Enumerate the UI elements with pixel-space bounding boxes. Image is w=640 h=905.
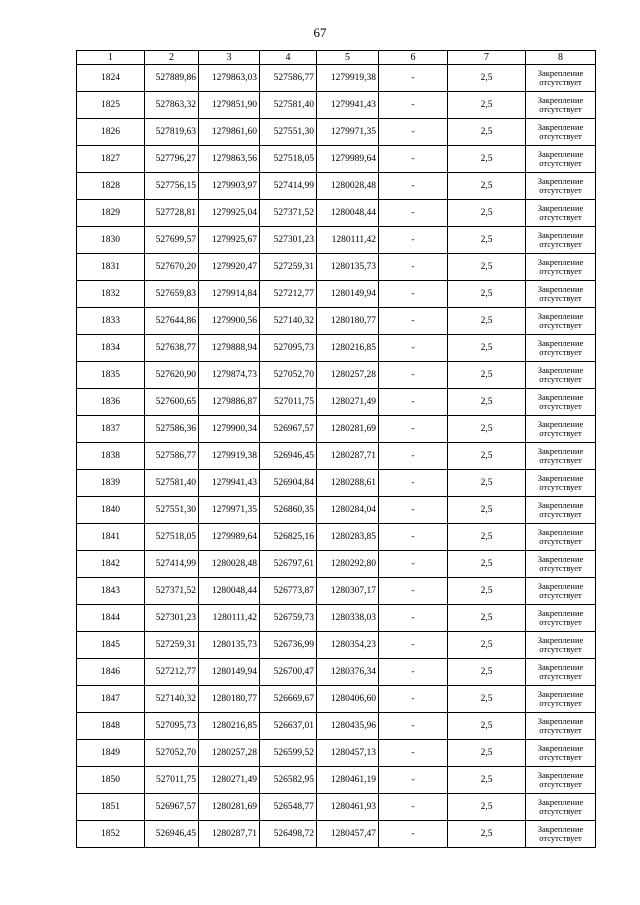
y1-coordinate: 1279900,34: [199, 416, 260, 443]
column-7-value: 2,5: [448, 308, 526, 335]
point-number: 1827: [77, 146, 145, 173]
point-number: 1848: [77, 713, 145, 740]
x1-coordinate: 527699,57: [145, 227, 199, 254]
fixing-note: Закрепление отсутствует: [526, 659, 596, 686]
y2-coordinate: 1280149,94: [317, 281, 379, 308]
x2-coordinate: 527301,23: [260, 227, 317, 254]
x1-coordinate: 527212,77: [145, 659, 199, 686]
x1-coordinate: 527728,81: [145, 200, 199, 227]
x1-coordinate: 527371,52: [145, 578, 199, 605]
table-row: [77, 362, 596, 389]
fixing-note: Закрепление отсутствует: [526, 227, 596, 254]
table-row: [77, 389, 596, 416]
column-7-value: 2,5: [448, 146, 526, 173]
x2-coordinate: 527518,05: [260, 146, 317, 173]
y2-coordinate: 1280048,44: [317, 200, 379, 227]
fixing-note: Закрепление отсутствует: [526, 65, 596, 92]
fixing-note: Закрепление отсутствует: [526, 254, 596, 281]
y1-coordinate: 1279941,43: [199, 470, 260, 497]
column-7-value: 2,5: [448, 524, 526, 551]
x2-coordinate: 526904,84: [260, 470, 317, 497]
point-number: 1845: [77, 632, 145, 659]
y2-coordinate: 1280135,73: [317, 254, 379, 281]
fixing-note: Закрепление отсутствует: [526, 632, 596, 659]
column-6-value: -: [379, 578, 448, 605]
fixing-note: Закрепление отсутствует: [526, 794, 596, 821]
x2-coordinate: 526759,73: [260, 605, 317, 632]
table-row: [77, 497, 596, 524]
column-6-value: -: [379, 389, 448, 416]
point-number: 1828: [77, 173, 145, 200]
table-row: [77, 605, 596, 632]
table-row: [77, 92, 596, 119]
column-6-value: -: [379, 119, 448, 146]
x1-coordinate: 527644,86: [145, 308, 199, 335]
column-7-value: 2,5: [448, 416, 526, 443]
column-header-2: 2: [145, 51, 199, 65]
y2-coordinate: 1280376,34: [317, 659, 379, 686]
page-number: 67: [313, 25, 327, 40]
column-7-value: 2,5: [448, 713, 526, 740]
column-7-value: 2,5: [448, 767, 526, 794]
column-7-value: 2,5: [448, 389, 526, 416]
column-7-value: 2,5: [448, 821, 526, 848]
column-7-value: 2,5: [448, 173, 526, 200]
column-6-value: -: [379, 362, 448, 389]
y1-coordinate: 1280048,44: [199, 578, 260, 605]
table-row: [77, 281, 596, 308]
x1-coordinate: 527659,83: [145, 281, 199, 308]
x1-coordinate: 527581,40: [145, 470, 199, 497]
fixing-note: Закрепление отсутствует: [526, 362, 596, 389]
fixing-note: Закрепление отсутствует: [526, 497, 596, 524]
x2-coordinate: 527581,40: [260, 92, 317, 119]
x2-coordinate: 526669,67: [260, 686, 317, 713]
y2-coordinate: 1279941,43: [317, 92, 379, 119]
y2-coordinate: 1280292,80: [317, 551, 379, 578]
column-6-value: -: [379, 659, 448, 686]
column-6-value: -: [379, 524, 448, 551]
fixing-note: Закрепление отсутствует: [526, 335, 596, 362]
column-7-value: 2,5: [448, 335, 526, 362]
column-6-value: -: [379, 551, 448, 578]
y1-coordinate: 1280287,71: [199, 821, 260, 848]
x1-coordinate: 527095,73: [145, 713, 199, 740]
y2-coordinate: 1280435,96: [317, 713, 379, 740]
y1-coordinate: 1280028,48: [199, 551, 260, 578]
x2-coordinate: 527586,77: [260, 65, 317, 92]
table-row: [77, 227, 596, 254]
column-7-value: 2,5: [448, 65, 526, 92]
table-row: [77, 740, 596, 767]
y2-coordinate: 1280287,71: [317, 443, 379, 470]
y2-coordinate: 1280461,93: [317, 794, 379, 821]
point-number: 1826: [77, 119, 145, 146]
y2-coordinate: 1280354,23: [317, 632, 379, 659]
column-7-value: 2,5: [448, 578, 526, 605]
column-7-value: 2,5: [448, 92, 526, 119]
x1-coordinate: 527586,77: [145, 443, 199, 470]
x2-coordinate: 526700,47: [260, 659, 317, 686]
column-6-value: -: [379, 632, 448, 659]
column-6-value: -: [379, 173, 448, 200]
x2-coordinate: 526967,57: [260, 416, 317, 443]
column-header-6: 6: [379, 51, 448, 65]
point-number: 1840: [77, 497, 145, 524]
column-6-value: -: [379, 65, 448, 92]
fixing-note: Закрепление отсутствует: [526, 713, 596, 740]
point-number: 1838: [77, 443, 145, 470]
table-row: [77, 767, 596, 794]
point-number: 1842: [77, 551, 145, 578]
y1-coordinate: 1279863,56: [199, 146, 260, 173]
table-row: [77, 308, 596, 335]
fixing-note: Закрепление отсутствует: [526, 200, 596, 227]
y1-coordinate: 1280271,49: [199, 767, 260, 794]
x2-coordinate: 526825,16: [260, 524, 317, 551]
header-row: [77, 51, 596, 65]
x2-coordinate: 526599,52: [260, 740, 317, 767]
y1-coordinate: 1280216,85: [199, 713, 260, 740]
column-6-value: -: [379, 497, 448, 524]
column-7-value: 2,5: [448, 470, 526, 497]
column-header-3: 3: [199, 51, 260, 65]
y1-coordinate: 1279989,64: [199, 524, 260, 551]
fixing-note: Закрепление отсутствует: [526, 173, 596, 200]
column-6-value: -: [379, 146, 448, 173]
fixing-note: Закрепление отсутствует: [526, 146, 596, 173]
x1-coordinate: 527620,90: [145, 362, 199, 389]
y2-coordinate: 1280284,04: [317, 497, 379, 524]
column-7-value: 2,5: [448, 632, 526, 659]
column-7-value: 2,5: [448, 443, 526, 470]
column-7-value: 2,5: [448, 686, 526, 713]
y2-coordinate: 1280028,48: [317, 173, 379, 200]
y1-coordinate: 1280180,77: [199, 686, 260, 713]
x2-coordinate: 527259,31: [260, 254, 317, 281]
x2-coordinate: 527140,32: [260, 308, 317, 335]
y1-coordinate: 1279900,56: [199, 308, 260, 335]
point-number: 1837: [77, 416, 145, 443]
column-7-value: 2,5: [448, 794, 526, 821]
x2-coordinate: 526637,01: [260, 713, 317, 740]
table-row: [77, 335, 596, 362]
table-row: [77, 578, 596, 605]
y2-coordinate: 1280338,03: [317, 605, 379, 632]
x1-coordinate: 527011,75: [145, 767, 199, 794]
point-number: 1834: [77, 335, 145, 362]
y1-coordinate: 1279925,04: [199, 200, 260, 227]
x2-coordinate: 526498,72: [260, 821, 317, 848]
column-6-value: -: [379, 416, 448, 443]
fixing-note: Закрепление отсутствует: [526, 281, 596, 308]
x2-coordinate: 526860,35: [260, 497, 317, 524]
point-number: 1829: [77, 200, 145, 227]
point-number: 1836: [77, 389, 145, 416]
y1-coordinate: 1279925,67: [199, 227, 260, 254]
column-6-value: -: [379, 227, 448, 254]
fixing-note: Закрепление отсутствует: [526, 389, 596, 416]
y2-coordinate: 1280281,69: [317, 416, 379, 443]
y1-coordinate: 1279874,73: [199, 362, 260, 389]
x1-coordinate: 527796,27: [145, 146, 199, 173]
y1-coordinate: 1279919,38: [199, 443, 260, 470]
point-number: 1839: [77, 470, 145, 497]
x1-coordinate: 527638,77: [145, 335, 199, 362]
x1-coordinate: 527052,70: [145, 740, 199, 767]
x2-coordinate: 526797,61: [260, 551, 317, 578]
x1-coordinate: 527756,15: [145, 173, 199, 200]
y1-coordinate: 1279971,35: [199, 497, 260, 524]
column-header-4: 4: [260, 51, 317, 65]
column-6-value: -: [379, 821, 448, 848]
column-7-value: 2,5: [448, 497, 526, 524]
point-number: 1844: [77, 605, 145, 632]
point-number: 1833: [77, 308, 145, 335]
x2-coordinate: 527551,30: [260, 119, 317, 146]
column-6-value: -: [379, 794, 448, 821]
x1-coordinate: 527551,30: [145, 497, 199, 524]
table-row: [77, 821, 596, 848]
fixing-note: Закрепление отсутствует: [526, 578, 596, 605]
column-6-value: -: [379, 470, 448, 497]
fixing-note: Закрепление отсутствует: [526, 821, 596, 848]
fixing-note: Закрепление отсутствует: [526, 767, 596, 794]
fixing-note: Закрепление отсутствует: [526, 416, 596, 443]
column-6-value: -: [379, 767, 448, 794]
point-number: 1850: [77, 767, 145, 794]
column-header-1: 1: [77, 51, 145, 65]
y1-coordinate: 1280257,28: [199, 740, 260, 767]
x1-coordinate: 527414,99: [145, 551, 199, 578]
column-7-value: 2,5: [448, 254, 526, 281]
y1-coordinate: 1280135,73: [199, 632, 260, 659]
table-row: [77, 65, 596, 92]
column-6-value: -: [379, 335, 448, 362]
x2-coordinate: 526582,95: [260, 767, 317, 794]
column-header-8: 8: [526, 51, 596, 65]
column-6-value: -: [379, 443, 448, 470]
y2-coordinate: 1280216,85: [317, 335, 379, 362]
table-body: [77, 65, 596, 848]
column-7-value: 2,5: [448, 200, 526, 227]
column-7-value: 2,5: [448, 227, 526, 254]
column-6-value: -: [379, 686, 448, 713]
point-number: 1851: [77, 794, 145, 821]
fixing-note: Закрепление отсутствует: [526, 686, 596, 713]
point-number: 1835: [77, 362, 145, 389]
coordinates-table: [76, 50, 596, 848]
x1-coordinate: 527301,23: [145, 605, 199, 632]
point-number: 1831: [77, 254, 145, 281]
x1-coordinate: 526967,57: [145, 794, 199, 821]
x2-coordinate: 526736,99: [260, 632, 317, 659]
fixing-note: Закрепление отсутствует: [526, 551, 596, 578]
x1-coordinate: 527670,20: [145, 254, 199, 281]
table-row: [77, 200, 596, 227]
fixing-note: Закрепление отсутствует: [526, 470, 596, 497]
point-number: 1846: [77, 659, 145, 686]
y1-coordinate: 1280281,69: [199, 794, 260, 821]
table-row: [77, 524, 596, 551]
x2-coordinate: 527212,77: [260, 281, 317, 308]
column-6-value: -: [379, 200, 448, 227]
table-row: [77, 173, 596, 200]
table-row: [77, 632, 596, 659]
x2-coordinate: 526548,77: [260, 794, 317, 821]
y1-coordinate: 1280149,94: [199, 659, 260, 686]
y2-coordinate: 1279971,35: [317, 119, 379, 146]
y2-coordinate: 1280457,47: [317, 821, 379, 848]
y2-coordinate: 1280406,60: [317, 686, 379, 713]
x1-coordinate: 527889,86: [145, 65, 199, 92]
fixing-note: Закрепление отсутствует: [526, 119, 596, 146]
column-7-value: 2,5: [448, 659, 526, 686]
fixing-note: Закрепление отсутствует: [526, 740, 596, 767]
column-6-value: -: [379, 308, 448, 335]
y2-coordinate: 1280461,19: [317, 767, 379, 794]
column-7-value: 2,5: [448, 362, 526, 389]
point-number: 1841: [77, 524, 145, 551]
table-row: [77, 713, 596, 740]
y1-coordinate: 1279920,47: [199, 254, 260, 281]
fixing-note: Закрепление отсутствует: [526, 605, 596, 632]
y2-coordinate: 1280307,17: [317, 578, 379, 605]
fixing-note: Закрепление отсутствует: [526, 92, 596, 119]
column-header-5: 5: [317, 51, 379, 65]
y2-coordinate: 1279989,64: [317, 146, 379, 173]
y2-coordinate: 1280180,77: [317, 308, 379, 335]
y1-coordinate: 1279903,97: [199, 173, 260, 200]
x2-coordinate: 526946,45: [260, 443, 317, 470]
y1-coordinate: 1279861,60: [199, 119, 260, 146]
x1-coordinate: 526946,45: [145, 821, 199, 848]
table-row: [77, 416, 596, 443]
x1-coordinate: 527600,65: [145, 389, 199, 416]
table-row: [77, 794, 596, 821]
y2-coordinate: 1280457,13: [317, 740, 379, 767]
column-7-value: 2,5: [448, 119, 526, 146]
y2-coordinate: 1280257,28: [317, 362, 379, 389]
column-6-value: -: [379, 605, 448, 632]
x1-coordinate: 527518,05: [145, 524, 199, 551]
column-header-7: 7: [448, 51, 526, 65]
y1-coordinate: 1279851,90: [199, 92, 260, 119]
fixing-note: Закрепление отсутствует: [526, 443, 596, 470]
x2-coordinate: 527052,70: [260, 362, 317, 389]
x1-coordinate: 527140,32: [145, 686, 199, 713]
point-number: 1849: [77, 740, 145, 767]
column-7-value: 2,5: [448, 281, 526, 308]
column-6-value: -: [379, 92, 448, 119]
y2-coordinate: 1279919,38: [317, 65, 379, 92]
x2-coordinate: 526773,87: [260, 578, 317, 605]
point-number: 1825: [77, 92, 145, 119]
point-number: 1843: [77, 578, 145, 605]
x2-coordinate: 527011,75: [260, 389, 317, 416]
column-6-value: -: [379, 740, 448, 767]
point-number: 1824: [77, 65, 145, 92]
point-number: 1830: [77, 227, 145, 254]
x2-coordinate: 527095,73: [260, 335, 317, 362]
y1-coordinate: 1279888,94: [199, 335, 260, 362]
table-row: [77, 254, 596, 281]
y1-coordinate: 1280111,42: [199, 605, 260, 632]
x1-coordinate: 527586,36: [145, 416, 199, 443]
y1-coordinate: 1279863,03: [199, 65, 260, 92]
y1-coordinate: 1279914,84: [199, 281, 260, 308]
x2-coordinate: 527371,52: [260, 200, 317, 227]
y2-coordinate: 1280271,49: [317, 389, 379, 416]
column-6-value: -: [379, 281, 448, 308]
column-6-value: -: [379, 713, 448, 740]
table-row: [77, 659, 596, 686]
column-7-value: 2,5: [448, 605, 526, 632]
table-row: [77, 470, 596, 497]
fixing-note: Закрепление отсутствует: [526, 524, 596, 551]
point-number: 1852: [77, 821, 145, 848]
column-6-value: -: [379, 254, 448, 281]
table-row: [77, 146, 596, 173]
x1-coordinate: 527819,63: [145, 119, 199, 146]
table-row: [77, 119, 596, 146]
point-number: 1847: [77, 686, 145, 713]
table-row: [77, 551, 596, 578]
table-row: [77, 443, 596, 470]
point-number: 1832: [77, 281, 145, 308]
x1-coordinate: 527259,31: [145, 632, 199, 659]
y2-coordinate: 1280111,42: [317, 227, 379, 254]
y2-coordinate: 1280288,61: [317, 470, 379, 497]
y1-coordinate: 1279886,87: [199, 389, 260, 416]
x1-coordinate: 527863,32: [145, 92, 199, 119]
fixing-note: Закрепление отсутствует: [526, 308, 596, 335]
column-7-value: 2,5: [448, 551, 526, 578]
y2-coordinate: 1280283,85: [317, 524, 379, 551]
x2-coordinate: 527414,99: [260, 173, 317, 200]
column-7-value: 2,5: [448, 740, 526, 767]
table-row: [77, 686, 596, 713]
